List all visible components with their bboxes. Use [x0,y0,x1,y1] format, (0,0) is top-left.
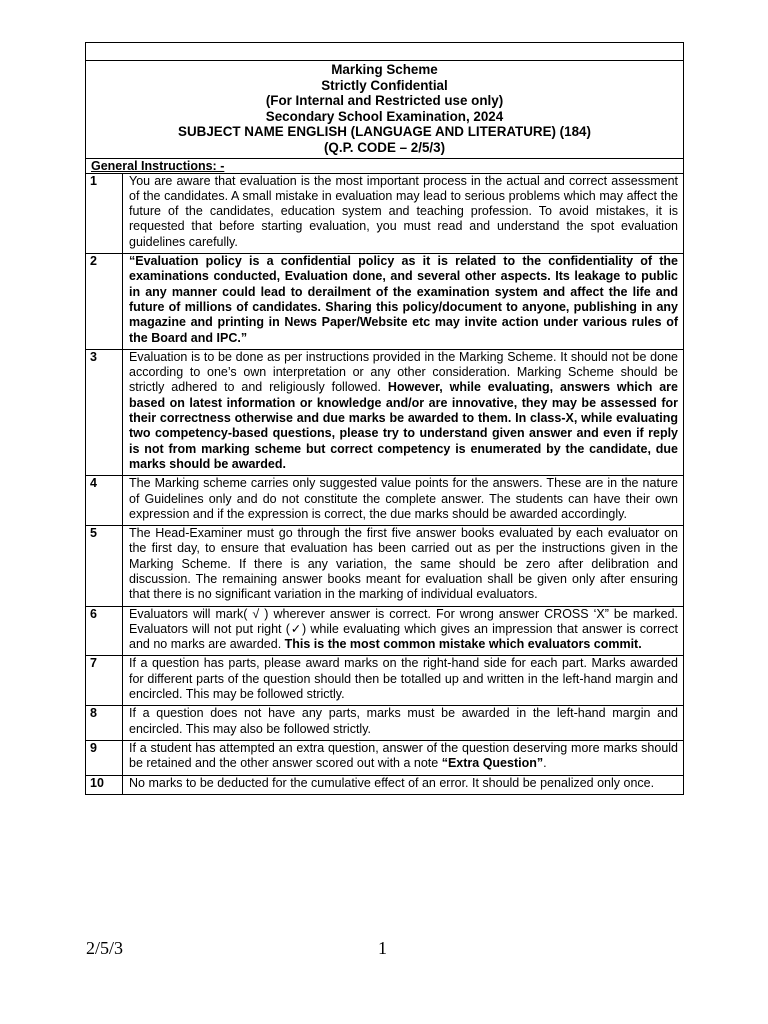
header-cell [86,61,684,159]
instruction-text [123,740,684,775]
instruction-row [86,349,684,475]
instruction-text-bold: This is the most common mistake which evaluators commit. [284,637,642,652]
header-restricted: (For Internal and Restricted use only) [265,93,504,109]
instruction-row [86,173,684,253]
instruction-text-part: Evaluators will mark( √ ) wherever answer is correct. For wrong answer CROSS ‘X” be marked. Evaluators will not put right (✓) while evaluating which gives an impression that answer is correct and no marks are awarded. [129,606,678,652]
general-instructions-label: General Instructions: - [86,158,684,173]
instruction-text-part: The Marking scheme carries only suggested value points for the answers. These are in the nature of Guidelines only and do not constitute the complete answer. The students can have their own expression and if the expression is correct, the due marks should be awarded accordingly. [129,476,678,521]
instruction-text-part: The Head-Examiner must go through the first five answer books evaluated by each evaluator on the first day, to ensure that evaluation has been carried out as per the instructions given in the Marking Scheme. If there is any variation, the same should be zero after delibration and discussion. The remaining answer books meant for evaluation shall be given only after ensuring that there is no significant variation in the marking of individual evaluators. [129,526,678,602]
instruction-number: 6 [86,606,123,656]
marking-scheme-document [85,42,683,795]
instruction-row [86,254,684,350]
footer-qp-code: 2/5/3 [86,938,124,958]
header-confidential: Strictly Confidential [321,77,448,93]
instruction-number: 5 [86,526,123,606]
instruction-row [86,476,684,526]
general-instructions-row [86,158,684,173]
instruction-text [123,173,684,253]
instruction-text [123,656,684,706]
instruction-number: 7 [86,656,123,706]
instruction-text-part: No marks to be deducted for the cumulative effect of an error. It should be penalized only once. [129,775,655,790]
instruction-text [123,706,684,741]
blank-row [86,43,684,61]
header-row [86,61,684,159]
instruction-text-bold: “Extra Question” [441,756,544,771]
instruction-text-bold: However, while evaluating, answers which are based on latest information or knowledge and/or are innovative, they may be assessed for their correctness otherwise and due marks be awarded to them. In class-X, while evaluating two competency-based questions, please try to understand given answer and even if reply is not from marking scheme but correct competency is enumerated by the candidate, due marks should be awarded. [129,380,678,471]
instruction-row [86,740,684,775]
header-subject: SUBJECT NAME ENGLISH (LANGUAGE AND LITERATURE) (184) [178,124,591,140]
header-title: Marking Scheme [331,62,438,77]
instruction-number: 10 [86,775,123,794]
instruction-number: 1 [86,173,123,253]
instruction-text-bold: “Evaluation policy is a confidential policy as it is related to the confidentiality of the examinations conducted, Evaluation done, and several other aspects. Its leakage to public in any manner could lead to derailment of the examination system and affect the life and future of millions of candidates. Sharing this policy/document to anyone, publishing in any magazine and printing in News Paper/Website etc may invite action under various rules of the Board and IPC.” [129,254,678,345]
instruction-number: 3 [86,349,123,475]
instruction-text-part: If a student has attempted an extra question, answer of the question deserving more marks should be retained and the other answer scored out with a note [129,740,678,771]
instruction-row [86,656,684,706]
instruction-text [123,254,684,350]
instruction-text-part: . [543,756,547,771]
instruction-text [123,526,684,606]
instruction-text [123,476,684,526]
instruction-text-part: If a question has parts, please award marks on the right-hand side for each part. Marks awarded for different parts of the question should then be totalled up and written in the left-hand margin and encircled. This may be followed strictly. [129,656,678,702]
instructions-table [85,42,684,795]
instruction-number: 4 [86,476,123,526]
instruction-number: 8 [86,706,123,741]
instruction-row [86,606,684,656]
header-exam: Secondary School Examination, 2024 [265,108,504,124]
footer-page-number: 1 [378,938,387,958]
instruction-number: 9 [86,740,123,775]
instruction-text-part: Evaluation is to be done as per instructions provided in the Marking Scheme. It should not be done according to one’s own interpretation or any other consideration. Marking Scheme should be strictly adhered to and religiously followed. [129,349,678,395]
instruction-row [86,526,684,606]
instruction-number: 2 [86,254,123,350]
instruction-row [86,706,684,741]
header-qp-code: (Q.P. CODE – 2/5/3) [323,139,446,155]
instruction-text-part: You are aware that evaluation is the most important process in the actual and correct assessment of the candidates. A small mistake in evaluation may lead to serious problems which may affect the future of the candidates, education system and teaching profession. To avoid mistakes, it is requested that before starting evaluation, you must read and understand the spot evaluation guidelines carefully. [129,173,678,249]
instruction-text-part: If a question does not have any parts, marks must be awarded in the left-hand margin and encircled. This may also be followed strictly. [129,706,678,736]
instruction-items [86,173,684,794]
instruction-row [86,775,684,794]
instruction-text [123,606,684,656]
instruction-text [123,775,684,794]
instruction-text [123,349,684,475]
